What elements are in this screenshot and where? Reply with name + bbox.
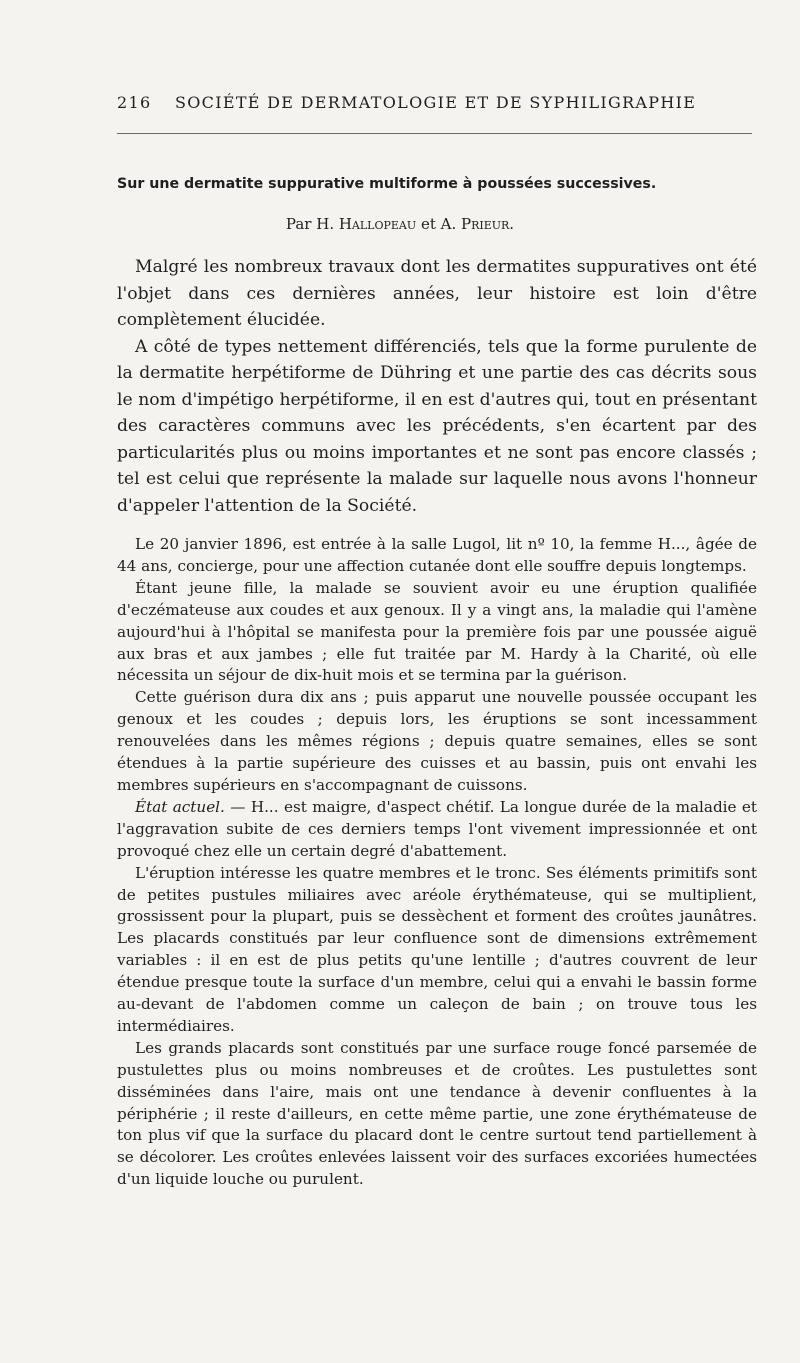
byline [0, 214, 800, 234]
case-paragraph: Le 20 janvier 1896, est entrée à la salle Lugol, lit nº 10, la femme H..., âgée de 44 ans, concierge, pour une affection cutanée dont elle souffre depuis longtemps. [117, 535, 757, 575]
author-hallopeau: H. Hallopeau [316, 215, 417, 233]
etat-actuel-paragraph [117, 797, 757, 863]
byline-and: et [420, 215, 436, 233]
article-title: Sur une dermatite suppurative multiforme à poussées successives. [117, 176, 657, 192]
case-paragraph: Cette guérison dura dix ans ; puis apparut une nouvelle poussée occupant les genoux et les coudes ; depuis lors, les éruptions se sont incessamment renouvelées dans les mêmes régions ; depuis quatre semaines, elles se sont étendues à la partie supérieure des cuisses et au bassin, puis ont envahi les membres supérieurs en s'accompagnant de cuissons. [117, 688, 757, 794]
case-report [117, 534, 757, 1191]
case-paragraph: L'éruption intéresse les quatre membres et le tronc. Ses éléments primitifs sont de petites pustules miliaires avec aréole érythémateuse, qui se multiplient, grossissent pour la plupart, puis se dessèchent et forment des croûtes jaunâtres. Les placards constitués par leur confluence sont de dimensions extrêmement variables : il en est de plus petits qu'une lentille ; d'autres couvrent de leur étendue presque toute la surface d'un membre, celui qui a envahi le bassin forme au-devant de l'abdomen comme un caleçon de bain ; on trouve tous les intermédiaires. [117, 863, 757, 1035]
intro-paragraph: A côté de types nettement différenciés, tels que la forme purulente de la dermatite herpétiforme de Dühring et une partie des cas décrits sous le nom d'impétigo herpétiforme, il en est d'autres qui, tout en présentant des caractères communs avec les précédents, s'en écartent par des particularités plus ou moins importantes et ne sont pas encore classés ; tel est celui que représente la malade sur laquelle nous avons l'honneur d'appeler l'attention de la Société. [117, 336, 757, 516]
case-paragraph: Étant jeune fille, la malade se souvient avoir eu une éruption qualifiée d'eczémateuse aux coudes et aux genoux. Il y a vingt ans, la maladie qui l'amène aujourd'hui à l'hôpital se manifesta pour la première fois par une poussée aiguë aux bras et aux jambes ; elle fut traitée par M. Hardy à la Charité, où elle nécessita un séjour de dix-huit mois et se termina par la guérison. [117, 578, 757, 685]
case-paragraph: Les grands placards sont constitués par une surface rouge foncé parsemée de pustulettes plus ou moins nombreuses et de croûtes. Les pustulettes sont disséminées dans l'aire, mais ont une tendance à devenir confluentes à la périphérie ; il reste d'ailleurs, en cette même partie, une zone érythémateuse de ton plus vif que la surface du placard dont le centre surtout tend partiellement à se décolorer. Les croûtes enlevées laissent voir des surfaces excoriées humectées d'un liquide louche ou purulent. [117, 1038, 757, 1189]
page-number: 216 [117, 93, 152, 112]
author-prieur: A. Prieur. [440, 215, 515, 233]
running-header [117, 92, 697, 114]
introduction [117, 254, 757, 519]
etat-actuel-text: — H... est maigre, d'aspect chétif. La longue durée de la maladie et l'aggravation subite de ces derniers temps l'ont vivement impressionnée et ont provoqué chez elle un certain degré d'abattement. [117, 797, 757, 860]
header-rule [117, 133, 752, 134]
running-title: SOCIÉTÉ DE DERMATOLOGIE ET DE SYPHILIGRAPHIE [175, 93, 697, 112]
intro-paragraph: Malgré les nombreux travaux dont les dermatites suppuratives ont été l'objet dans ces dernières années, leur histoire est loin d'être complètement élucidée. [117, 257, 757, 330]
etat-actuel-label: État actuel. [135, 797, 225, 816]
byline-prefix: Par [285, 215, 312, 233]
